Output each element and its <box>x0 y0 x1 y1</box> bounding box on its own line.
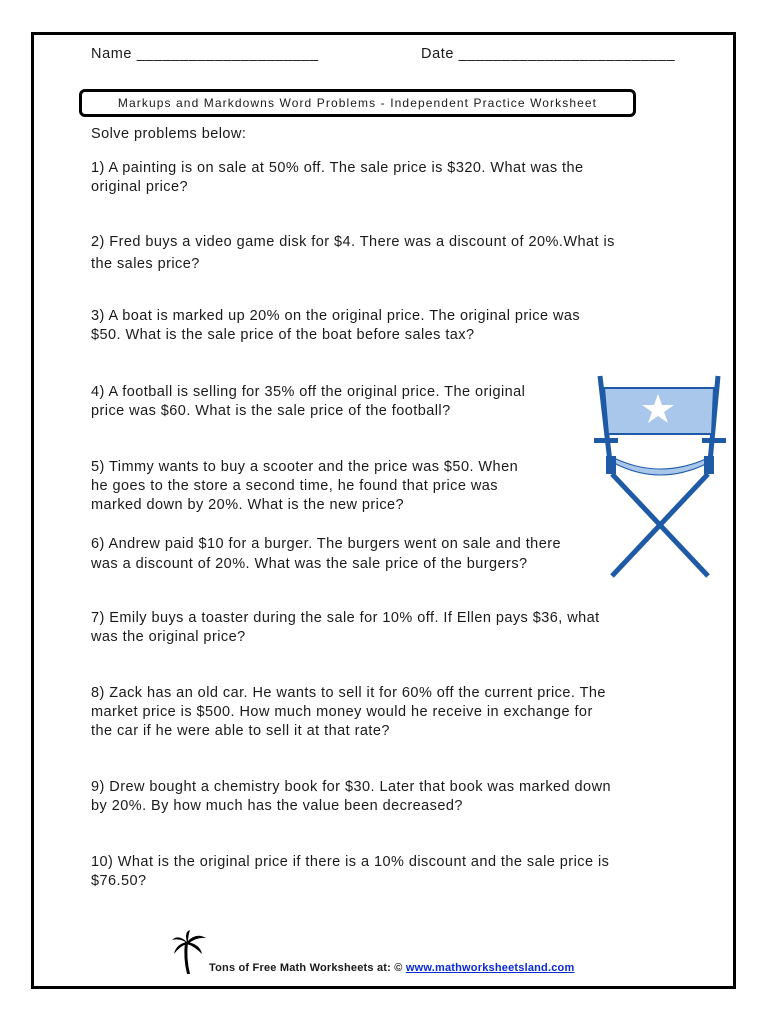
problem-4-line-1: 4) A football is selling for 35% off the original price. The original <box>91 384 526 400</box>
problem-7-line-2: was the original price? <box>91 629 246 645</box>
problem-8-line-1: 8) Zack has an old car. He wants to sell it for 60% off the current price. The <box>91 685 606 701</box>
problem-4-line-2: price was $60. What is the sale price of the football? <box>91 403 451 419</box>
worksheet-title: Markups and Markdowns Word Problems - Independent Practice Worksheet <box>117 96 598 110</box>
problem-5-line-2: he goes to the store a second time, he found that price was <box>91 478 499 494</box>
problem-8-line-2: market price is $500. How much money would he receive in exchange for <box>91 704 593 720</box>
name-field-label: Name _____________________ <box>91 46 319 62</box>
problem-8-line-3: the car if he were able to sell it at that rate? <box>91 723 390 739</box>
problem-6-line-1: 6) Andrew paid $10 for a burger. The burgers went on sale and there <box>91 536 561 552</box>
problem-6-line-2: was a discount of 20%. What was the sale price of the burgers? <box>91 556 528 572</box>
instructions: Solve problems below: <box>91 126 247 142</box>
problem-2-line-1: 2) Fred buys a video game disk for $4. There was a discount of 20%.What is <box>91 234 615 250</box>
problem-1-line-1: 1) A painting is on sale at 50% off. The sale price is $320. What was the <box>91 160 584 176</box>
footer-text: Tons of Free Math Worksheets at: © <box>209 962 406 974</box>
palm-tree-icon <box>172 930 206 976</box>
worksheet-title-box <box>79 89 636 117</box>
footer-credit <box>209 962 574 974</box>
problem-5-line-1: 5) Timmy wants to buy a scooter and the price was $50. When <box>91 459 519 475</box>
footer-website-link[interactable]: www.mathworksheetsland.com <box>405 962 575 974</box>
problem-3-line-1: 3) A boat is marked up 20% on the original price. The original price was <box>91 308 581 324</box>
date-field-label: Date _________________________ <box>421 46 676 62</box>
problem-10-line-1: 10) What is the original price if there is a 10% discount and the sale price is <box>91 854 610 870</box>
problem-3-line-2: $50. What is the sale price of the boat before sales tax? <box>91 327 475 343</box>
problem-5-line-3: marked down by 20%. What is the new price? <box>91 497 405 513</box>
problem-1-line-2: original price? <box>91 179 189 195</box>
problem-9-line-1: 9) Drew bought a chemistry book for $30. Later that book was marked down <box>91 779 612 795</box>
director-chair-star-icon <box>590 372 730 580</box>
problem-9-line-2: by 20%. By how much has the value been decreased? <box>91 798 463 814</box>
problem-7-line-1: 7) Emily buys a toaster during the sale for 10% off. If Ellen pays $36, what <box>91 610 600 626</box>
problem-10-line-2: $76.50? <box>91 873 147 889</box>
problem-2-line-2: the sales price? <box>91 256 200 272</box>
